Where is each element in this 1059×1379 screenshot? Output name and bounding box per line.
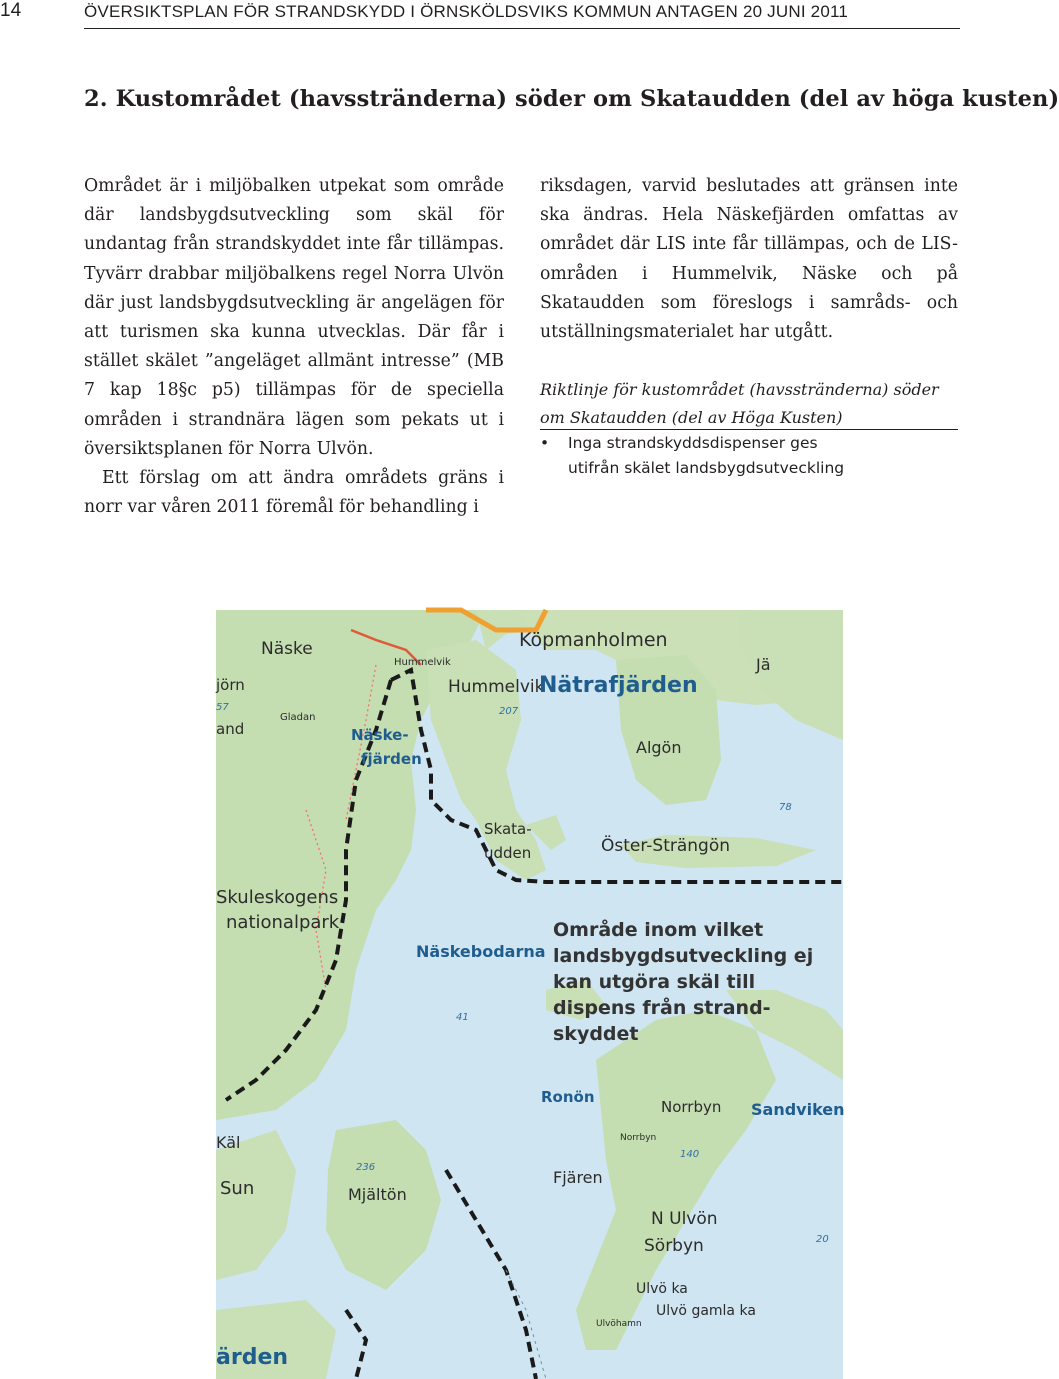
map-label-hummelvik: Hummelvik: [448, 677, 545, 697]
map-label-ronon: Ronön: [541, 1088, 595, 1106]
header-rule: [84, 28, 960, 29]
map-label-sun: Sun: [220, 1178, 255, 1199]
map-label-kal: Käl: [216, 1133, 241, 1152]
map-label-fjaren: Fjären: [553, 1168, 603, 1187]
section-title: 2. Kustområdet (havsstränderna) söder om Skataudden (del av höga kusten): [84, 86, 1059, 112]
page-number: 14: [0, 0, 22, 21]
map-number-207: 207: [499, 706, 519, 717]
map-number-41: 41: [456, 1012, 469, 1023]
map-number-78: 78: [779, 802, 792, 813]
right-paragraph-1: riksdagen, varvid beslutades att gränsen inte ska ändras. Hela Näskefjärden omfattas av området där LIS inte får tillämpas, och de LIS-områden i Hummelvik, Näske och på Skataudden som föreslogs i samråds- och utställningsmaterialet har utgått.: [540, 176, 958, 343]
map-label-kopmanholmen: Köpmanholmen: [519, 629, 668, 651]
map-number-20: 20: [816, 1234, 829, 1245]
map-label-jorn: jörn: [216, 676, 245, 694]
running-title: ÖVERSIKTSPLAN FÖR STRANDSKYDD I ÖRNSKÖLDSVIKS KOMMUN ANTAGEN 20 JUNI 2011: [84, 2, 849, 21]
map-label-skuleskogen-2: nationalpark: [226, 912, 340, 933]
map-label-and: and: [216, 720, 245, 738]
map-label-fjarden-bottom: ärden: [216, 1345, 289, 1370]
map-label-ja: Jä: [756, 655, 771, 674]
map-legend-line-1: Område inom vilket: [553, 919, 764, 941]
right-column: [540, 172, 958, 347]
left-column: [84, 172, 504, 522]
map-legend-line-4: dispens från strand-: [553, 997, 771, 1019]
map-label-oster-strangon: Öster-Strängön: [601, 836, 731, 856]
map-legend-line-5: skyddet: [553, 1023, 639, 1045]
map-label-skataudden-2: udden: [484, 844, 532, 862]
map-label-naskefjarden-1: Näske-: [351, 726, 409, 744]
guideline-rule: [540, 429, 958, 430]
map-label-ulvo-gamla-ka: Ulvö gamla ka: [656, 1303, 756, 1319]
map-label-skuleskogen-1: Skuleskogens: [216, 887, 339, 908]
map-label-hummelvik-small: Hummelvik: [394, 657, 451, 668]
map-label-naskebodarna: Näskebodarna: [416, 942, 546, 961]
map-label-gladan: Gladan: [280, 712, 316, 723]
map-label-algon: Algön: [636, 738, 682, 757]
map-label-mjaltan: Mjältön: [348, 1185, 407, 1204]
map-number-236: 236: [356, 1162, 376, 1173]
page-header: [0, 0, 960, 30]
bullet-icon: •: [540, 434, 550, 452]
map-number-140: 140: [680, 1149, 700, 1160]
map-label-skataudden-1: Skata-: [484, 820, 532, 838]
bullet-text: Inga strandskyddsdispenser ges utifrån skälet landsbygdsutveckling: [568, 434, 845, 477]
map-label-n-ulvon: N Ulvön: [651, 1209, 718, 1229]
left-paragraph-1: Området är i miljöbalken utpekat som område där landsbygdsutveckling som skäl för undantag från strandskyddet inte får tillämpas. Tyvärr drabbar miljöbalkens regel Norra Ulvön där just landsbygdsutveckling är angelägen för att turismen ska kunna utvecklas. Där får i stället skälet ”angeläget allmänt intresse” (MB 7 kap 18§c p5) tillämpas för de speciella områden i strandnära lägen som pekats ut i översiktsplanen för Norra Ulvön.: [84, 176, 504, 459]
map-label-naskefjarden-2: fjärden: [361, 750, 422, 768]
map-number-57: 57: [216, 702, 229, 713]
map-label-ulvo-ka: Ulvö ka: [636, 1281, 688, 1297]
map-legend-line-3: kan utgöra skäl till: [553, 971, 756, 993]
map-legend-line-2: landsbygdsutveckling ej: [553, 945, 814, 967]
guideline-heading: Riktlinje för kustområdet (havsstränderna) söder om Skataudden (del av Höga Kusten): [540, 380, 939, 427]
map-label-naske: Näske: [261, 639, 313, 659]
map-label-natrafjarden: Nätrafjärden: [539, 673, 698, 698]
map-label-norrbyn-small: Norrbyn: [620, 1133, 657, 1143]
map-label-ulvohamn: Ulvöhamn: [596, 1319, 642, 1329]
left-paragraph-2: Ett förslag om att ändra områdets gräns i norr var våren 2011 föremål för behandling i: [84, 468, 504, 518]
coastal-map: [216, 610, 843, 1379]
map-label-norrbyn: Norrbyn: [661, 1098, 722, 1116]
map-label-sandviken: Sandviken: [751, 1100, 845, 1119]
map-label-sorbyn: Sörbyn: [644, 1236, 704, 1256]
